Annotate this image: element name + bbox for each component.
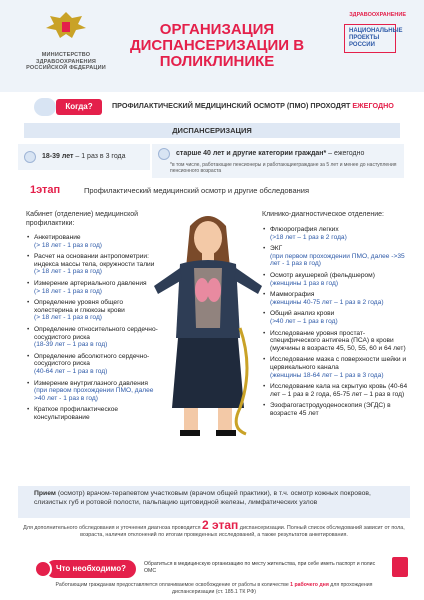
- list-item: • Измерение внутриглазного давления (при первом прохождении ПМО, далее >40 лет - 1 раз в год): [26, 380, 158, 403]
- list-item: • Краткое профилактическое консультирование: [26, 406, 158, 421]
- stage2-title: 2 этап: [202, 518, 239, 532]
- list-item: • Осмотр акушеркой (фельдшером) (женщины 1 раз в год): [262, 272, 414, 287]
- ministry-emblem-icon: [42, 8, 90, 44]
- ministry-name: МИНИСТЕРСТВО ЗДРАВООХРАНЕНИЯ РОССИЙСКОЙ ФЕДЕРАЦИИ: [26, 52, 106, 71]
- age-young-frequency: – 1 раз в 3 года: [73, 153, 126, 160]
- age-older-frequency: – ежегодно: [326, 150, 365, 157]
- need-bar: [34, 560, 384, 578]
- national-projects-logo: [330, 12, 406, 53]
- therapist-exam-box: [18, 486, 410, 518]
- need-badge: Что необходимо?: [46, 560, 136, 578]
- stage2-pre: Для дополнительного обследования и уточнения диагноза проводится: [23, 525, 203, 531]
- info-icon: [34, 560, 52, 578]
- list-item: • Расчет на основании антропометрии: индекса массы тела, окружности талии (> 18 лет - 1 раз в год): [26, 253, 158, 276]
- list-item: • Исследование кала на скрытую кровь (40-64 лет – 1 раз в 2 года, 65-75 лет – 1 раз в год): [262, 383, 414, 398]
- need-text: Обратиться в медицинскую организацию по месту жительства, при себе иметь паспорт и полис ОМС: [144, 561, 376, 574]
- dispanserization-label: ДИСПАНСЕРИЗАЦИЯ: [24, 123, 400, 138]
- age-group-older: [152, 144, 404, 178]
- footer-post: для прохождения диспансеризации (ст. 185.1 ТК РФ): [172, 582, 373, 595]
- np-logo-text: НАЦИОНАЛЬНЫЕ ПРОЕКТЫ РОССИИ: [344, 24, 396, 53]
- stage1-subtitle: Профилактический медицинский осмотр и другие обследования: [84, 186, 310, 195]
- np-top-label: ЗДРАВООХРАНЕНИЕ: [349, 12, 406, 18]
- list-item: • Определение абсолютного сердечно-сосудистого риска (40-64 лет – 1 раз в год): [26, 353, 158, 376]
- stage1-title: 1этап: [30, 184, 61, 196]
- doctor-illustration: [150, 208, 266, 438]
- footer-highlight: 1 рабочего дня: [290, 582, 329, 588]
- stage2-post: диспансеризации. Полный список обследований зависит от пола, возраста, наличия отклонений по итогам проведенных исследований, а также результатов анкетирования.: [80, 525, 405, 538]
- list-item: • Определение уровня общего холестерина и глюкозы крови (> 18 лет - 1 раз в год): [26, 299, 158, 322]
- list-item: • ЭКГ (при первом прохождении ПМО, далее ->35 лет - 1 раз в год): [262, 245, 414, 268]
- page-title: ОРГАНИЗАЦИЯ ДИСПАНСЕРИЗАЦИИ В ПОЛИКЛИНИКЕ: [129, 21, 305, 70]
- list-item: • Анкетирование (> 18 лет - 1 раз в год): [26, 234, 158, 249]
- right-exam-list: [262, 226, 414, 421]
- age-group-young: [18, 144, 150, 170]
- age-young-text: [42, 153, 126, 160]
- age-young-range: 18-39 лет: [42, 153, 74, 160]
- stage1-header: [30, 184, 410, 198]
- list-item: • Общий анализ крови (>40 лет – 1 раз в год): [262, 310, 414, 325]
- when-row: [34, 98, 394, 116]
- list-item: • Маммография (женщины 40-75 лет – 1 раз в 2 года): [262, 291, 414, 306]
- age-older-range: старше 40 лет и другие категории граждан*: [176, 150, 327, 157]
- footer-pre: Работающим гражданам предоставляется оплачиваемое освобождение от работы в количестве: [55, 582, 291, 588]
- therapist-exam-bold: Прием: [34, 490, 56, 497]
- age-older-text: [176, 150, 364, 157]
- right-column-heading: Клинико-диагностическое отделение:: [262, 211, 384, 218]
- left-column-heading: Кабинет (отделение) медицинской профилактики:: [26, 211, 139, 227]
- person-icon: [24, 151, 36, 163]
- clock-icon: [34, 98, 56, 116]
- calendar-icon: [392, 557, 408, 577]
- list-item: • Флюорография легких (>18 лет – 1 раз в 2 года): [262, 226, 414, 241]
- list-item: • Определение относительного сердечно-сосудистого риска (18-39 лет – 1 раз в год): [26, 326, 158, 349]
- stage2-note: [18, 518, 410, 539]
- person-icon: [158, 148, 170, 160]
- when-text: [112, 101, 394, 110]
- list-item: • Эзофагогастродуоденоскопия (ЭГДС) в возрасте 45 лет: [262, 402, 414, 417]
- footer-note: [34, 582, 394, 595]
- list-item: • Исследование уровня простат-специфического антигена (ПСА) в крови (мужчины в возрасте 45, 50, 55, 60 и 64 лет): [262, 330, 414, 353]
- when-description: ПРОФИЛАКТИЧЕСКИЙ МЕДИЦИНСКИЙ ОСМОТР (ПМО) ПРОХОДЯТ: [112, 101, 351, 110]
- therapist-exam-text: (осмотр) врачом-терапевтом участковым (врачом общей практики), в т.ч. осмотр кожных покровов, слизистых губ и ротовой полости, пальпацию щитовидной железы, лимфатических узлов: [34, 490, 371, 506]
- list-item: • Измерение артериального давления (> 18 лет - 1 раз в год): [26, 280, 158, 295]
- list-item: • Исследование мазка с поверхности шейки и цервикального канала (женщины 18-64 лет – 1 раз в 3 года): [262, 356, 414, 379]
- header: [0, 0, 424, 92]
- when-highlight: ЕЖЕГОДНО: [352, 101, 394, 110]
- left-exam-list: [26, 234, 158, 425]
- when-badge: Когда?: [56, 99, 102, 115]
- age-older-note: *в том числе, работающие пенсионеры и работающиеграждане за 5 лет и менее до наступления пенсионного возраста: [170, 162, 397, 174]
